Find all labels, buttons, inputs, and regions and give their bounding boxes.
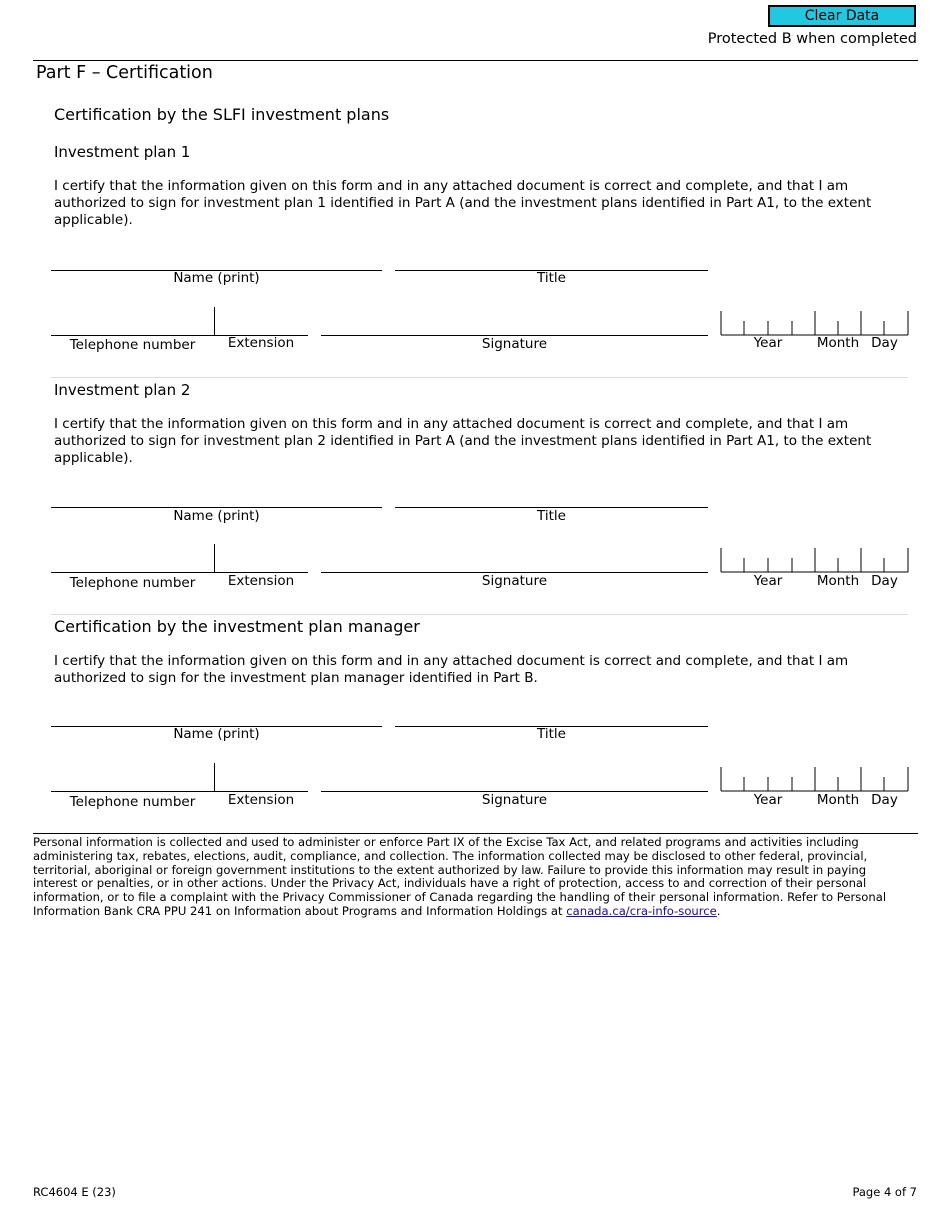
extension-divider	[214, 763, 215, 791]
plan2-title: Investment plan 2	[54, 381, 191, 399]
extension-divider	[214, 544, 215, 572]
day-label: Day	[871, 335, 898, 351]
signature-label: Signature	[481, 792, 548, 808]
top-rule	[33, 60, 918, 61]
date-boxes[interactable]	[720, 311, 910, 337]
date-boxes[interactable]	[720, 767, 910, 793]
telephone-label: Telephone number	[69, 575, 196, 591]
privacy-text: Personal information is collected and used to administer or enforce Part IX of the Excise Tax Act, and related programs and activities including administering tax, rebates, elections, audit, compliance, and collection. The information collected may be disclosed to other federal, provincial, territorial, aboriginal or foreign government institutions to the extent authorized by law. Failure to provide this information may result in paying interest or penalties, or in other actions. Under the Privacy Act, individuals have a right of protection, access to and correction of their personal information, or to file a complaint with the Privacy Commissioner of Canada regarding the handling of their personal information. Refer to Personal Information Bank CRA PPU 241 on Information about Programs and Information Holdings at	[33, 835, 887, 918]
privacy-period: .	[716, 903, 721, 918]
month-label: Month	[816, 335, 860, 351]
day-label: Day	[871, 573, 898, 589]
signature-label: Signature	[481, 573, 548, 589]
part-title: Part F – Certification	[36, 63, 213, 83]
month-label: Month	[816, 792, 860, 808]
year-label: Year	[753, 573, 783, 589]
manager-certification-text: I certify that the information given on this form and in any attached document is correct and complete, and that I am authorized to sign for the investment plan manager identified in Part B.	[54, 653, 849, 686]
title-label: Title	[537, 270, 566, 286]
telephone-label: Telephone number	[69, 337, 196, 353]
signature-label: Signature	[481, 336, 548, 352]
extension-label: Extension	[227, 792, 295, 808]
extension-label: Extension	[227, 573, 295, 589]
year-label: Year	[753, 335, 783, 351]
telephone-label: Telephone number	[69, 794, 196, 810]
clear-data-button[interactable]: Clear Data	[768, 5, 916, 27]
title-label: Title	[537, 726, 566, 742]
separator	[51, 377, 908, 378]
privacy-rule	[33, 833, 918, 834]
page-number: Page 4 of 7	[852, 1185, 917, 1199]
plan1-title: Investment plan 1	[54, 143, 191, 161]
extension-label: Extension	[227, 335, 295, 351]
form-id: RC4604 E (23)	[33, 1185, 116, 1199]
name-label: Name (print)	[173, 726, 260, 742]
manager-heading: Certification by the investment plan manager	[54, 617, 420, 636]
year-label: Year	[753, 792, 783, 808]
slfi-heading: Certification by the SLFI investment plans	[54, 105, 390, 124]
protected-notice: Protected B when completed	[707, 31, 917, 47]
title-label: Title	[537, 508, 566, 524]
plan2-certification-text: I certify that the information given on this form and in any attached document is correct and complete, and that I am authorized to sign for investment plan 2 identified in Part A (and the investment plans identified in Part A1, to the extent applicable).	[54, 416, 872, 466]
privacy-statement	[33, 836, 913, 919]
date-boxes[interactable]	[720, 548, 910, 574]
cra-info-source-link[interactable]: canada.ca/cra-info-source	[566, 903, 717, 918]
day-label: Day	[871, 792, 898, 808]
separator	[51, 614, 908, 615]
plan1-certification-text: I certify that the information given on this form and in any attached document is correct and complete, and that I am authorized to sign for investment plan 1 identified in Part A (and the investment plans identified in Part A1, to the extent applicable).	[54, 178, 872, 228]
extension-divider	[214, 307, 215, 335]
name-label: Name (print)	[173, 508, 260, 524]
name-label: Name (print)	[173, 270, 260, 286]
month-label: Month	[816, 573, 860, 589]
